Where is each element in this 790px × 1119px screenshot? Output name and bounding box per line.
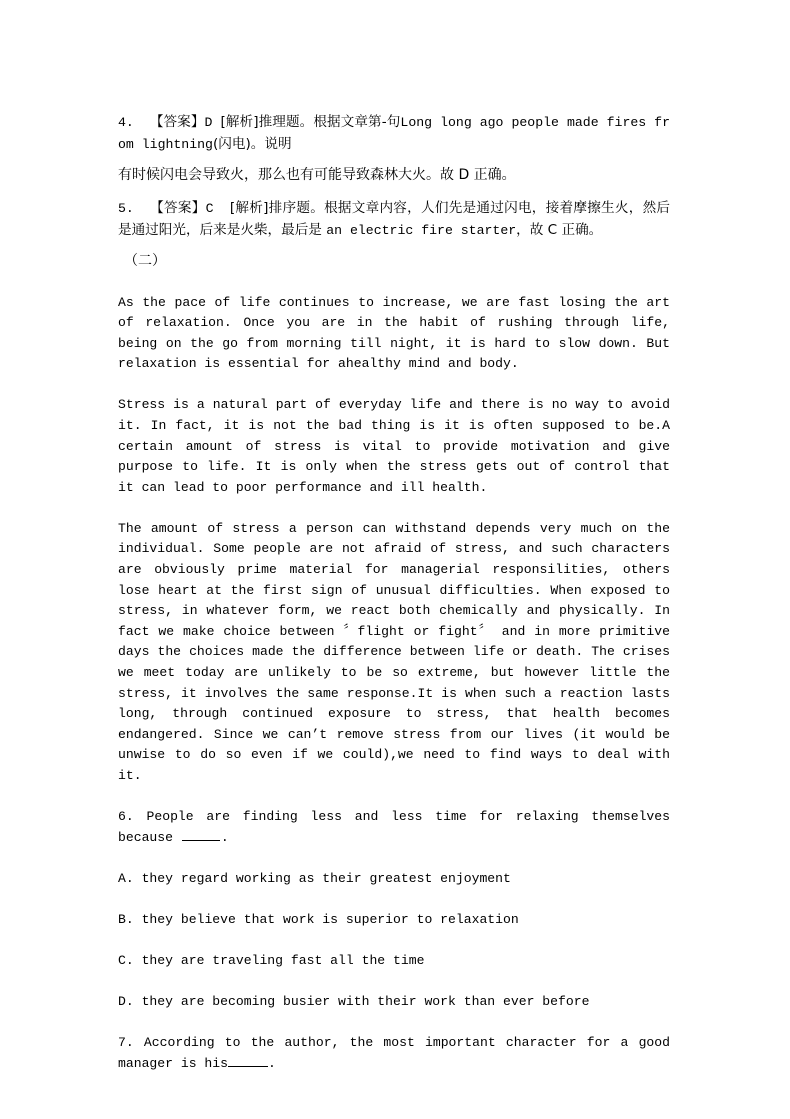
option-d-text: they are becoming busier with their work than ever before	[141, 994, 590, 1010]
question-6-number: 6.	[118, 809, 134, 825]
option-a-text: they regard working as their greatest enjoyment	[141, 870, 511, 886]
question-6-stem-end: .	[220, 829, 229, 845]
option-gap-c	[118, 930, 670, 951]
section-gap	[118, 272, 670, 293]
question-6-answer-blank[interactable]	[182, 829, 220, 841]
option-c-text: they are traveling fast all the time	[141, 952, 425, 968]
passage-paragraph-2: Stress is a natural part of everyday life and there is no way to avoid it. In fact, it is not the bad thing is it is often supposed to be.A certain amount of stress is vital to provide motivation and give purpose to life. It is only when the stress gets out of control that it can lead to poor performance and ill health.	[118, 397, 670, 495]
passage-paragraph-3: The amount of stress a person can withstand depends very much on the individual. Some people are not afraid of stress, and such characters are obviously prime material for managerial responsilities, others lose heart at the first sign of unusual difficulties. When exposed to stress, in whatever form, we react both chemically and physically. In fact we make choice between 〞flight or fight〞 and in more primitive days the choices made the difference between life or death. The crises we meet today are unlikely to be so extreme, but however little the stress, it involves the same response.It is when such a reaction lasts long, through continued exposure to stress, that health becomes endangered. Since we can’t remove stress from our lives (it would be unwise to do so even if we could),we need to find ways to deal with it.	[118, 520, 670, 783]
option-gap-a	[118, 848, 670, 869]
passage-paragraph-1: As the pace of life continues to increase, we are fast losing the art of relaxation. Once you are in the habit of rushing through life, being on the go from morning till night, it is hard to slow down. But relaxation is essential for ahealthy mind and body.	[118, 294, 670, 372]
option-gap-d	[118, 972, 670, 993]
question-7-number: 7.	[118, 1035, 134, 1051]
question-6-option-c[interactable]	[118, 951, 670, 972]
analysis-prefix-5: 根据文章内容，人们先是通过闪电，接着摩擦生火，然后是通过阳光，后来是火柴，最后是	[118, 200, 671, 238]
option-b-letter: B.	[118, 911, 134, 927]
answer-letter-5: C	[205, 201, 214, 216]
passage-question-gap	[118, 787, 670, 808]
option-d-letter: D.	[118, 994, 134, 1010]
answer-number-4: 4.	[118, 115, 134, 130]
answer-entry-4	[118, 112, 670, 155]
answer-entry-5	[118, 198, 670, 241]
analysis-type-4: 推理题。	[258, 114, 314, 130]
question-7-stem-end: .	[268, 1055, 276, 1071]
option-b-text: they believe that work is superior to relaxation	[141, 911, 519, 927]
analysis-type-5: 排序题。	[268, 200, 325, 216]
question-6-option-d[interactable]	[118, 992, 670, 1013]
question-7-stem: According to the author, the most important character for a good manager is his	[118, 1035, 670, 1071]
document-body	[118, 112, 670, 1074]
option-c-letter: C.	[118, 952, 134, 968]
option-a-letter: A.	[118, 870, 134, 886]
analysis-paren-4: (闪电)。说明	[212, 135, 292, 152]
option-gap-b	[118, 889, 670, 910]
section-label: （二）	[124, 253, 166, 269]
question-gap-7	[118, 1013, 670, 1034]
answer-gap	[118, 186, 670, 198]
question-6-option-b[interactable]	[118, 910, 670, 931]
analysis-label-4: [解析]	[220, 114, 259, 130]
analysis-prefix-4: 根据文章第-句	[313, 114, 401, 130]
question-7	[118, 1033, 670, 1074]
question-6-stem: People are finding less and less time for relaxing themselves because	[118, 809, 671, 845]
analysis-label-5: [解析]	[229, 200, 269, 216]
question-6-option-a[interactable]	[118, 869, 670, 890]
answer-number-5: 5.	[118, 201, 134, 216]
analysis-quote-4: Long long ago people made fires from lightning	[118, 115, 671, 152]
answer-entry-4-line2: 有时候闪电会导致火，那么也有可能导致森林大火。故 D 正确。	[118, 167, 516, 183]
answer-label-5: 【答案】	[150, 200, 206, 216]
answer-letter-4: D	[204, 115, 213, 130]
analysis-suffix-5: ，故 C 正确。	[516, 221, 603, 238]
answer-label-4: 【答案】	[149, 114, 205, 130]
question-6	[118, 807, 670, 848]
analysis-quote-5: an electric fire starter	[326, 222, 517, 238]
question-7-answer-blank[interactable]	[228, 1055, 268, 1067]
